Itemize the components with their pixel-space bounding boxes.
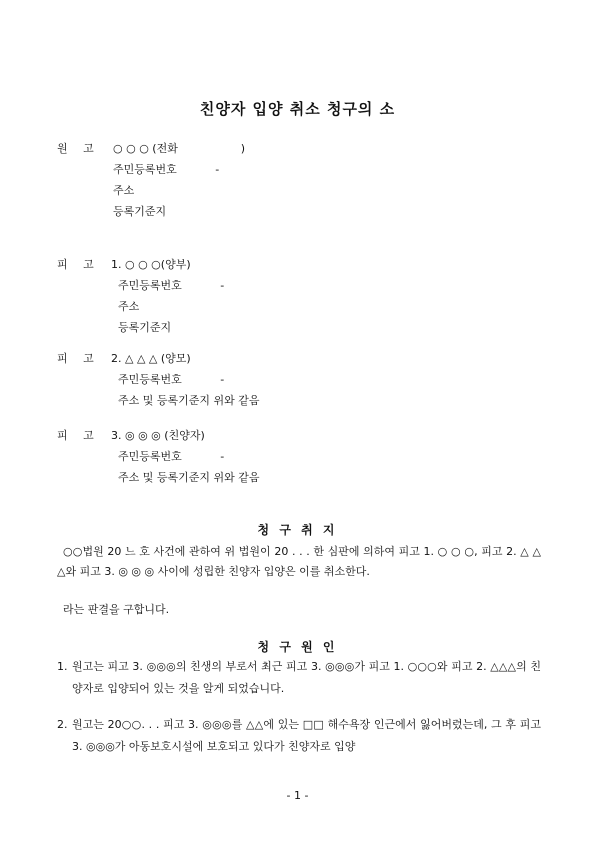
party-name-line: 3. ◎ ◎ ◎ (친양자) xyxy=(111,429,205,442)
cause-text: 원고는 20○○. . . 피고 3. ◎◎◎를 △△에 있는 □□ 해수욕장 인근에서 잃어버렸는데, 그 후 피고 3. ◎◎◎가 아동보호시설에 보호되고 있다가 친양자로 입양 xyxy=(72,718,541,753)
cause-text: 원고는 피고 3. ◎◎◎의 친생의 부로서 최근 피고 3. ◎◎◎가 피고 1. ○○○와 피고 2. △△△의 친양자로 입양되어 있는 것을 알게 되었습니다. xyxy=(72,660,541,695)
document-title: 친양자 입양 취소 청구의 소 xyxy=(199,100,396,118)
page-number: - 1 - xyxy=(286,789,309,802)
party-registry-line: 등록기준지 xyxy=(111,321,172,334)
party-id-line: 주민등록번호 - xyxy=(113,163,220,176)
claim-closing: 라는 판결을 구합니다. xyxy=(63,603,170,616)
party-name-line: 2. △ △ △ (양모) xyxy=(111,352,191,365)
party-address-line: 주소 xyxy=(113,184,135,197)
party-id-line: 주민등록번호 - xyxy=(111,450,225,463)
party-name-line: 1. ○ ○ ○(양부) xyxy=(111,258,191,271)
party-address-line: 주소 및 등록기준지 위와 같음 xyxy=(111,394,260,407)
party-role: 피 고 xyxy=(57,429,100,442)
party-id-line: 주민등록번호 - xyxy=(111,373,225,386)
claim-text: ○○법원 20 느 호 사건에 관하여 위 법원이 20 . . . 한 심판에 의하여 피고 1. ○ ○ ○, 피고 2. △ △ △와 피고 3. ◎ ◎ ◎ 사이에 성립한 친양자 입양은 이를 취소한다. xyxy=(57,545,541,578)
party-address-line: 주소 xyxy=(111,300,140,313)
party-details xyxy=(111,348,260,411)
claim-heading: 청 구 취 지 xyxy=(257,523,338,537)
party-address-line: 주소 및 등록기준지 위와 같음 xyxy=(111,471,260,484)
party-details xyxy=(111,254,224,338)
party-role: 원 고 xyxy=(57,142,100,155)
party-details xyxy=(113,138,245,222)
cause-item-2 xyxy=(57,714,541,758)
cause-heading: 청 구 원 인 xyxy=(257,640,338,654)
party-role: 피 고 xyxy=(57,258,100,271)
cause-item-1 xyxy=(57,656,541,700)
party-registry-line: 등록기준지 xyxy=(113,205,167,218)
party-details xyxy=(111,425,260,488)
cause-number: 1. xyxy=(57,660,68,673)
cause-number: 2. xyxy=(57,718,68,731)
party-id-line: 주민등록번호 - xyxy=(111,279,225,292)
party-role: 피 고 xyxy=(57,352,100,365)
party-name-line: ○ ○ ○ (전화 ) xyxy=(113,142,246,155)
